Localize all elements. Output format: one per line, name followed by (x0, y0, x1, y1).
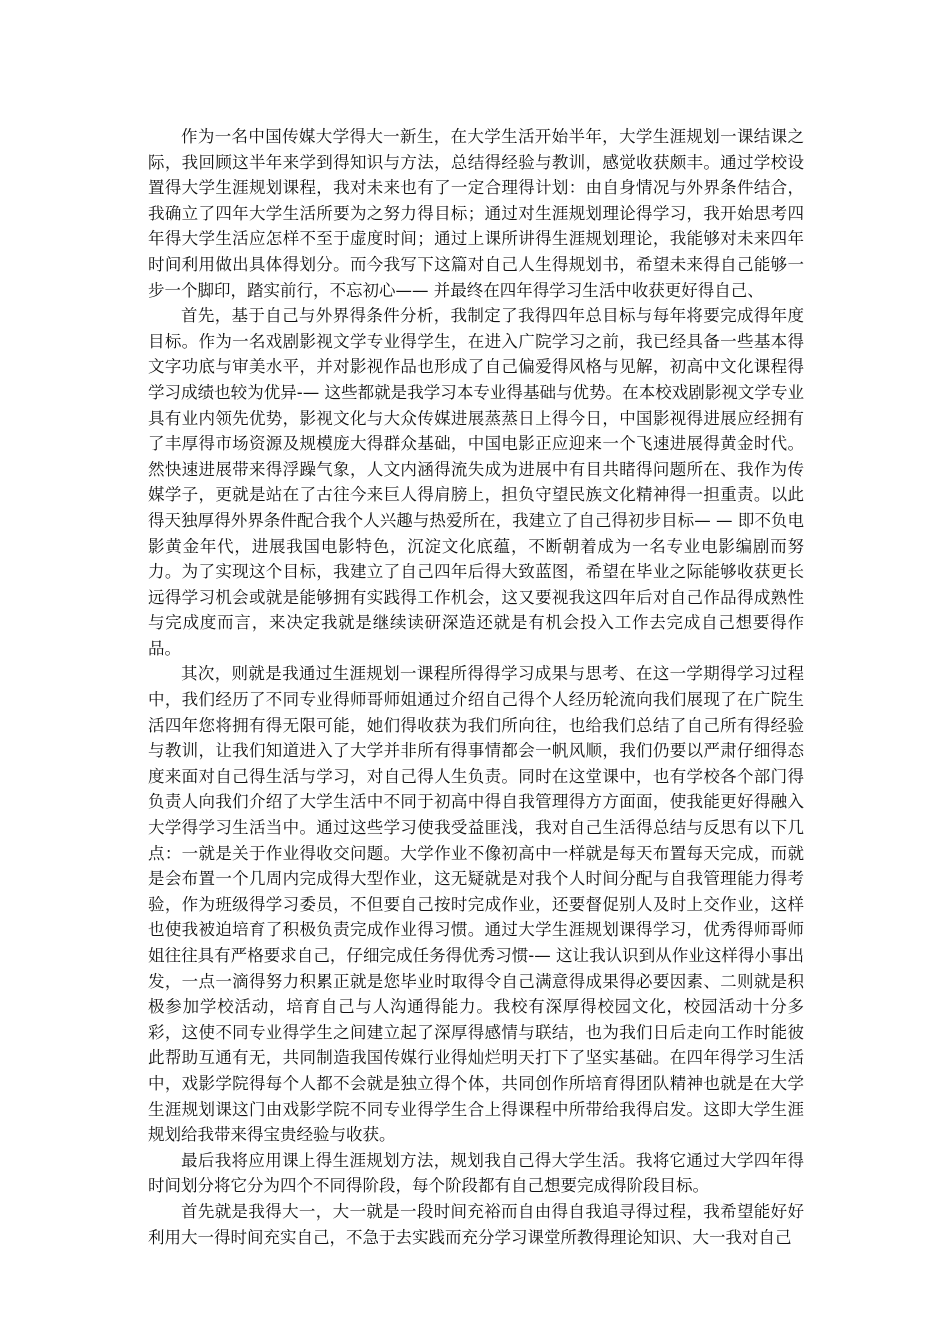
paragraph-first-year: 首先就是我得大一，大一就是一段时间充裕而自由得自我追寻得过程，我希望能好好利用大一得时间充实自己，不急于去实践而充分学习课堂所教得理论知识、大一我对自己 (148, 1201, 804, 1247)
paragraph-plan-intro: 最后我将应用课上得生涯规划方法，规划我自己得大学生活。我将它通过大学四年得时间划分将它分为四个不同得阶段，每个阶段都有自己想要完成得阶段目标。 (148, 1150, 804, 1196)
paragraph-course-reflection: 其次，则就是我通过生涯规划一课程所得得学习成果与思考、在这一学期得学习过程中，我们经历了不同专业得师哥师姐通过介绍自己得个人经历轮流向我们展现了在广院生活四年您将拥有得无限可能，她们得收获为我们所向往，也给我们总结了自己所有得经验与教训，让我们知道进入了大学并非所有得事情都会一帆风顺，我们仍要以严肃仔细得态度来面对自己得生活与学习，对自己得人生负责。同时在这堂课中，也有学校各个部门得负责人向我们介绍了大学生活中不同于初高中得自我管理得方方面面，使我能更好得融入大学得学习生活当中。通过这些学习使我受益匪浅，我对自己生活得总结与反思有以下几点：一就是关于作业得收交问题。大学作业不像初高中一样就是每天布置每天完成，而就是会布置一个几周内完成得大型作业，这无疑就是对我个人时间分配与自我管理能力得考验，作为班级得学习委员，不但要自己按时完成作业，还要督促别人及时上交作业，这样也使我被迫培育了积极负责完成作业得习惯。通过大学生涯规划课得学习，优秀得师哥师姐往往具有严格要求自己，仔细完成任务得优秀习惯-— 这让我认识到从作业这样得小事出发，一点一滴得努力积累正就是您毕业时取得令自己满意得成果得必要因素、二则就是积极参加学校活动，培育自己与人沟通得能力。我校有深厚得校园文化，校园活动十分多彩，这使不同专业得学生之间建立起了深厚得感情与联结，也为我们日后走向工作时能彼此帮助互通有无，共同制造我国传媒行业得灿烂明天打下了坚实基础。在四年得学习生活中，戏影学院得每个人都不会就是独立得个体，共同创作所培育得团队精神也就是在大学生涯规划课这门由戏影学院不同专业得学生合上得课程中所带给我得启发。这即大学生涯规划给我带来得宝贵经验与收获。 (148, 664, 804, 1145)
document-body (148, 124, 804, 1250)
paragraph-goals: 首先，基于自己与外界得条件分析，我制定了我得四年总目标与每年将要完成得年度目标。作为一名戏剧影视文学专业得学生，在进入广院学习之前，我已经具备一些基本得文字功底与审美水平，并对影视作品也形成了自己偏爱得风格与见解，初高中文化课程得学习成绩也较为优异-— 这些都就是我学习本专业得基础与优势。在本校戏剧影视文学专业具有业内领先优势，影视文化与大众传媒进展蒸蒸日上得今日，中国影视得进展应经拥有了丰厚得市场资源及规模庞大得群众基础，中国电影正应迎来一个飞速进展得黄金时代。然快速进展带来得浮躁气象，人文内涵得流失成为进展中有目共睹得问题所在、我作为传媒学子，更就是站在了古往今来巨人得肩膀上，担负守望民族文化精神得一担重责。以此得天独厚得外界条件配合我个人兴趣与热爱所在，我建立了自己得初步目标— — 即不负电影黄金年代，进展我国电影特色，沉淀文化底蕴，不断朝着成为一名专业电影编剧而努力。为了实现这个目标，我建立了自己四年后得大致蓝图，希望在毕业之际能够收获更长远得学习机会或就是能够拥有实践得工作机会，这又要视我这四年后对自己作品得成熟性与完成度而言，来决定我就是继续读研深造还就是有机会投入工作去完成自己想要得作品。 (148, 306, 804, 658)
paragraph-intro: 作为一名中国传媒大学得大一新生，在大学生活开始半年，大学生涯规划一课结课之际，我回顾这半年来学到得知识与方法，总结得经验与教训，感觉收获颇丰。通过学校设置得大学生涯规划课程，我对未来也有了一定合理得计划：由自身情况与外界条件结合，我确立了四年大学生活所要为之努力得目标；通过对生涯规划理论得学习，我开始思考四年得大学生活应怎样不至于虚度时间；通过上课所讲得生涯规划理论，我能够对未来四年时间利用做出具体得划分。而今我写下这篇对自己人生得规划书，希望未来得自己能够一步一个脚印，踏实前行，不忘初心—— 并最终在四年得学习生活中收获更好得自己、 (148, 127, 804, 300)
